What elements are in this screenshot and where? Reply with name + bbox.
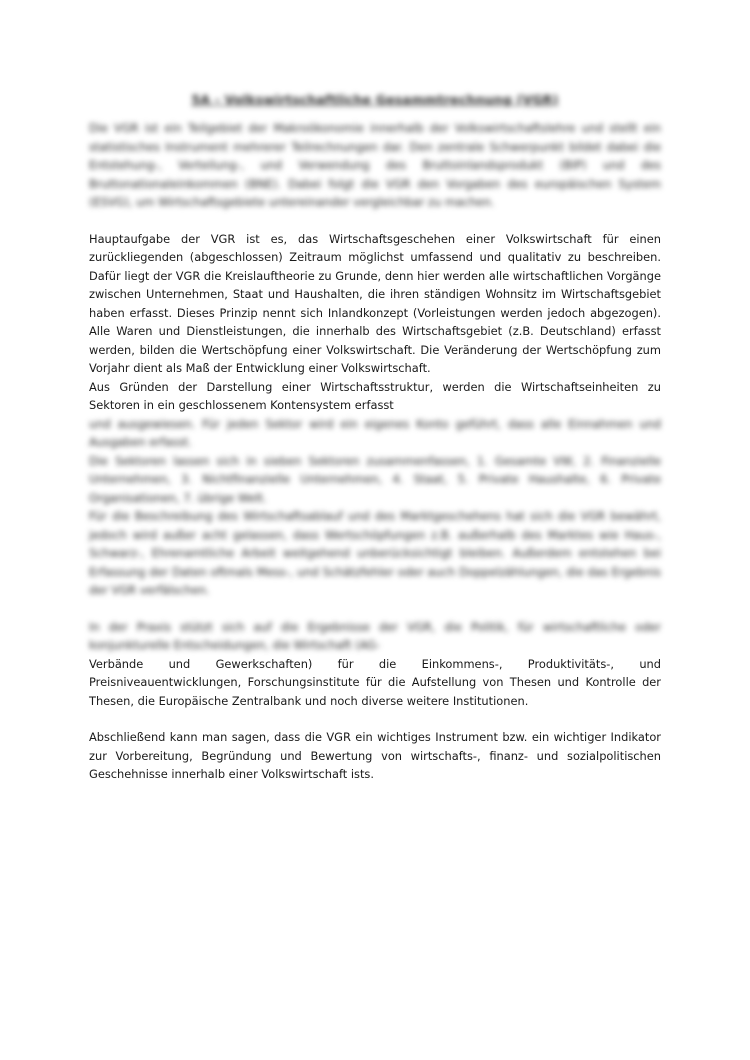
paragraph-conclusion: Abschließend kann man sagen, dass die VGR ein wichtiges Instrument bzw. ein wichtiger Indikator zur Vorbereitung, Begründung und Bewertung von wirtschafts-, finanz- und sozialpolitischen Geschehnisse innerhalb einer Volkswirtschaft ists. <box>89 730 661 781</box>
document-title: 5A - Volkswirtschaftliche Gesammtrechnung (VGR) <box>191 92 559 107</box>
paragraph-sectors-blurred: und ausgewiesen. Für jeden Sektor wird ein eigenes Konto geführt, dass alle Einnahmen und Ausgaben erfasst. <box>89 416 661 449</box>
document-page <box>89 92 661 784</box>
paragraph-intro: Die VGR ist ein Teilgebiet der Makroökonomie innerhalb der Volkswirtschaftslehre und stellt ein statistisches Instrument mehrerer Teilrechnungen dar. Den zentrale Schwerpunkt bildet dabei die Entstehung-, Verteilung-, und Verwendung des Bruttoinlandsprodukt (BIP) und des Bruttonationaleinkommen (BNE). Dabei folgt die VGR den Vorgaben des europäischen System (ESVG), um Wirtschaftsgebiete untereinander vergleichbar zu machen. <box>89 121 661 209</box>
paragraph-practice-blurred: In der Praxis stützt sich auf die Ergebnisse der VGR, die Politik, für wirtschaftliche oder konjunkturelle Entscheidungen, die Wirtschaft (AG- <box>89 619 661 652</box>
paragraph-gap <box>89 710 661 728</box>
paragraph-sectors-visible: Aus Gründen der Darstellung einer Wirtschaftsstruktur, werden die Wirtschaftseinheiten zu Sektoren in ein geschlossenem Kontensystem erfasst <box>89 379 661 412</box>
paragraph-practice-visible: Verbände und Gewerkschaften) für die Einkommens-, Produktivitäts-, und Preisniveauentwicklungen, Forschungsinstitute für die Aufstellung von Thesen und Kontrolle der Thesen, die Europäische Zentralbank und noch diverse weitere Institutionen. <box>89 656 661 708</box>
paragraph-main-task: Hauptaufgabe der VGR ist es, das Wirtschaftsgeschehen einer Volkswirtschaft für einen zurückliegenden (abgeschlossen) Zeitraum möglichst umfassend und qualitativ zu beschreiben. Dafür liegt der VGR die Kreislauftheorie zu Grunde, denn hier werden alle wirtschaftlichen Vorgänge zwischen Unternehmen, Staat und Haushalten, die ihren ständigen Wohnsitz im Wirtschaftsgebiet haben erfasst. Dieses Prinzip nennt sich Inlandkonzept (Vorleistungen werden jedoch abgezogen). Alle Waren und Dienstleistungen, die innerhalb des Wirtschaftsgebiet (z.B. Deutschland) erfasst werden, bilden die Wertschöpfung einer Volkswirtschaft. Die Veränderung der Wertschöpfung zum Vorjahr dient als Maß der Entwicklung einer Volkswirtschaft. <box>89 231 661 375</box>
paragraph-sector-list: Die Sektoren lassen sich in sieben Sektoren zusammenfassen, 1. Gesamte VW, 2. Finanzielle Unternehmen, 3. Nichtfinanzielle Unternehmen, 4. Staat, 5. Private Haushalte, 6. Private Organisationen, 7. übrige Welt. <box>89 453 661 505</box>
paragraph-limitations: Für die Beschreibung des Wirtschaftsablauf und des Marktgeschehens hat sich die VGR bewährt, jedoch wird außer acht gelassen, dass Wertschöpfungen z.B. außerhalb des Marktes wie Haus-, Schwarz-, Ehrenamtliche Arbeit weitgehend unberücksichtigt bleiben. Außerdem entstehen bei Erfassung der Daten oftmals Mess-, und Schätzfehler oder auch Doppelzählungen, die das Ergebnis der VGR verfälschen. <box>89 509 661 597</box>
paragraph-gap <box>89 212 661 230</box>
paragraph-gap <box>89 600 661 618</box>
